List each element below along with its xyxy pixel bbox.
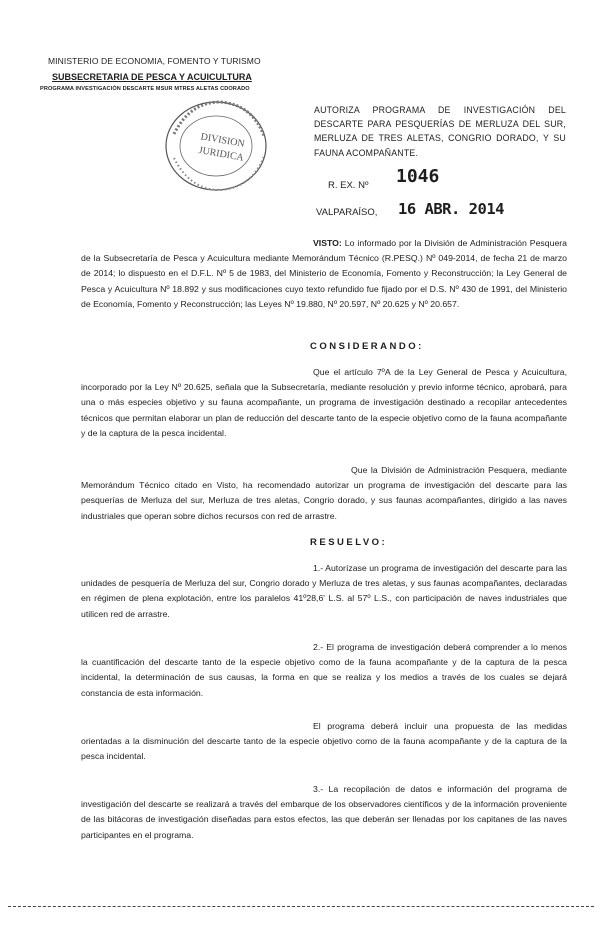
resuelvo-paragraph-2: 2.- El programa de investigación deberá comprender a lo menos la cuantificación del descarte tanto de la especie objetivo como de la fauna acompañante y de la captura de la pesca incidental, la determinación de sus causas, la forma en que se realiza y los medios a través de los cuales se dejará constancia de esta información. — [81, 642, 567, 698]
considerando-paragraph-1: Que el artículo 7ºA de la Ley General de Pesca y Acuicultura, incorporado por la Ley Nº 20.625, señala que la Subsecretaría, mediante resolución y previo informe técnico, aprobará, para una o más especies objetivo y su fauna acompañante, un programa de investigación destinado a recopilar antecedentes técnicos que permitan elaborar un plan de reducción del descarte tanto de la especie objetivo como de la fauna acompañante y de la captura de la pesca incidental. — [81, 367, 567, 438]
subsecretaria-name: SUBSECRETARIA DE PESCA Y ACUICULTURA — [52, 72, 252, 82]
ministry-name: MINISTERIO DE ECONOMIA, FOMENTO Y TURISMO — [48, 56, 261, 66]
resolution-number: 1046 — [396, 166, 440, 187]
visto-paragraph — [81, 236, 567, 312]
page-bottom-rule — [8, 906, 594, 907]
considerando-title: CONSIDERANDO: — [310, 341, 424, 352]
considerando-paragraph-2: Que la División de Administración Pesquera, mediante Memorándum Técnico citado en Visto, ha recomendado autorizar un programa de investigación del descarte para las pesquerías de Merluza del sur, Merluza de tres aletas, Congrio dorado, y sus faunas acompañantes, dirigido a las naves industriales que operan sobre dichos recursos con red de arrastre. — [81, 465, 567, 521]
program-name: PROGRAMA INVESTIGACIÓN DESCARTE MSUR MTRES ALETAS CDORADO — [40, 86, 250, 92]
resolution-label: R. EX. Nº — [328, 180, 369, 191]
visto-text: Lo informado por la División de Administración Pesquera de la Subsecretaría de Pesca y Acuicultura mediante Memorándum Técnico (R.PESQ.) Nº 049-2014, de fecha 21 de marzo de 2014; lo dispuesto en el D.F.L. Nº 5 de 1983, del Ministerio de Economía, Fomento y Reconstrucción; la Ley General de Pesca y Acuicultura Nº 18.892 y sus modificaciones cuyo texto refundido fue fijado por el D.S. Nº 430 de 1991, del Ministerio de Economía, Fomento y Reconstrucción; las Leyes Nº 19.880, Nº 20.597, Nº 20.625 y Nº 20.657. — [81, 238, 567, 309]
resuelvo-paragraph-3: El programa deberá incluir una propuesta de las medidas orientadas a la disminución del descarte tanto de la especie objetivo como de la fauna acompañante y de la captura de la pesca incidental. — [81, 721, 567, 762]
place: VALPARAÍSO, — [316, 207, 378, 218]
visto-label: VISTO: — [313, 238, 342, 248]
stamp-juridica-text: JURIDICA — [197, 144, 245, 164]
document-subject: AUTORIZA PROGRAMA DE INVESTIGACIÓN DEL DESCARTE PARA PESQUERÍAS DE MERLUZA DEL SUR, MERLUZA DE TRES ALETAS, CONGRIO DORADO, Y SU FAUNA ACOMPAÑANTE. — [314, 105, 566, 158]
date-stamp: 16 ABR. 2014 — [398, 200, 504, 218]
stamp-division-text: DIVISION — [199, 131, 246, 150]
resuelvo-title: RESUELVO: — [310, 537, 388, 548]
resuelvo-paragraph-4: 3.- La recopilación de datos e información del programa de investigación del descarte se realizará a través del embarque de los observadores científicos y de la información proveniente de las bitácoras de investigación diseñadas para estos efectos, las que deberán ser llenadas por los capitanes de las naves participantes en el programa. — [81, 784, 567, 840]
resuelvo-paragraph-1: 1.- Autorízase un programa de investigación del descarte para las unidades de pesquería de Merluza del sur, Congrio dorado y Merluza de tres aletas, y sus faunas acompañantes, declaradas en régimen de plena explotación, entre los paralelos 41º28,6' L.S. al 57º L.S., con participación de naves industriales que utilicen red de arrastre. — [81, 563, 567, 619]
official-stamp — [160, 96, 272, 196]
